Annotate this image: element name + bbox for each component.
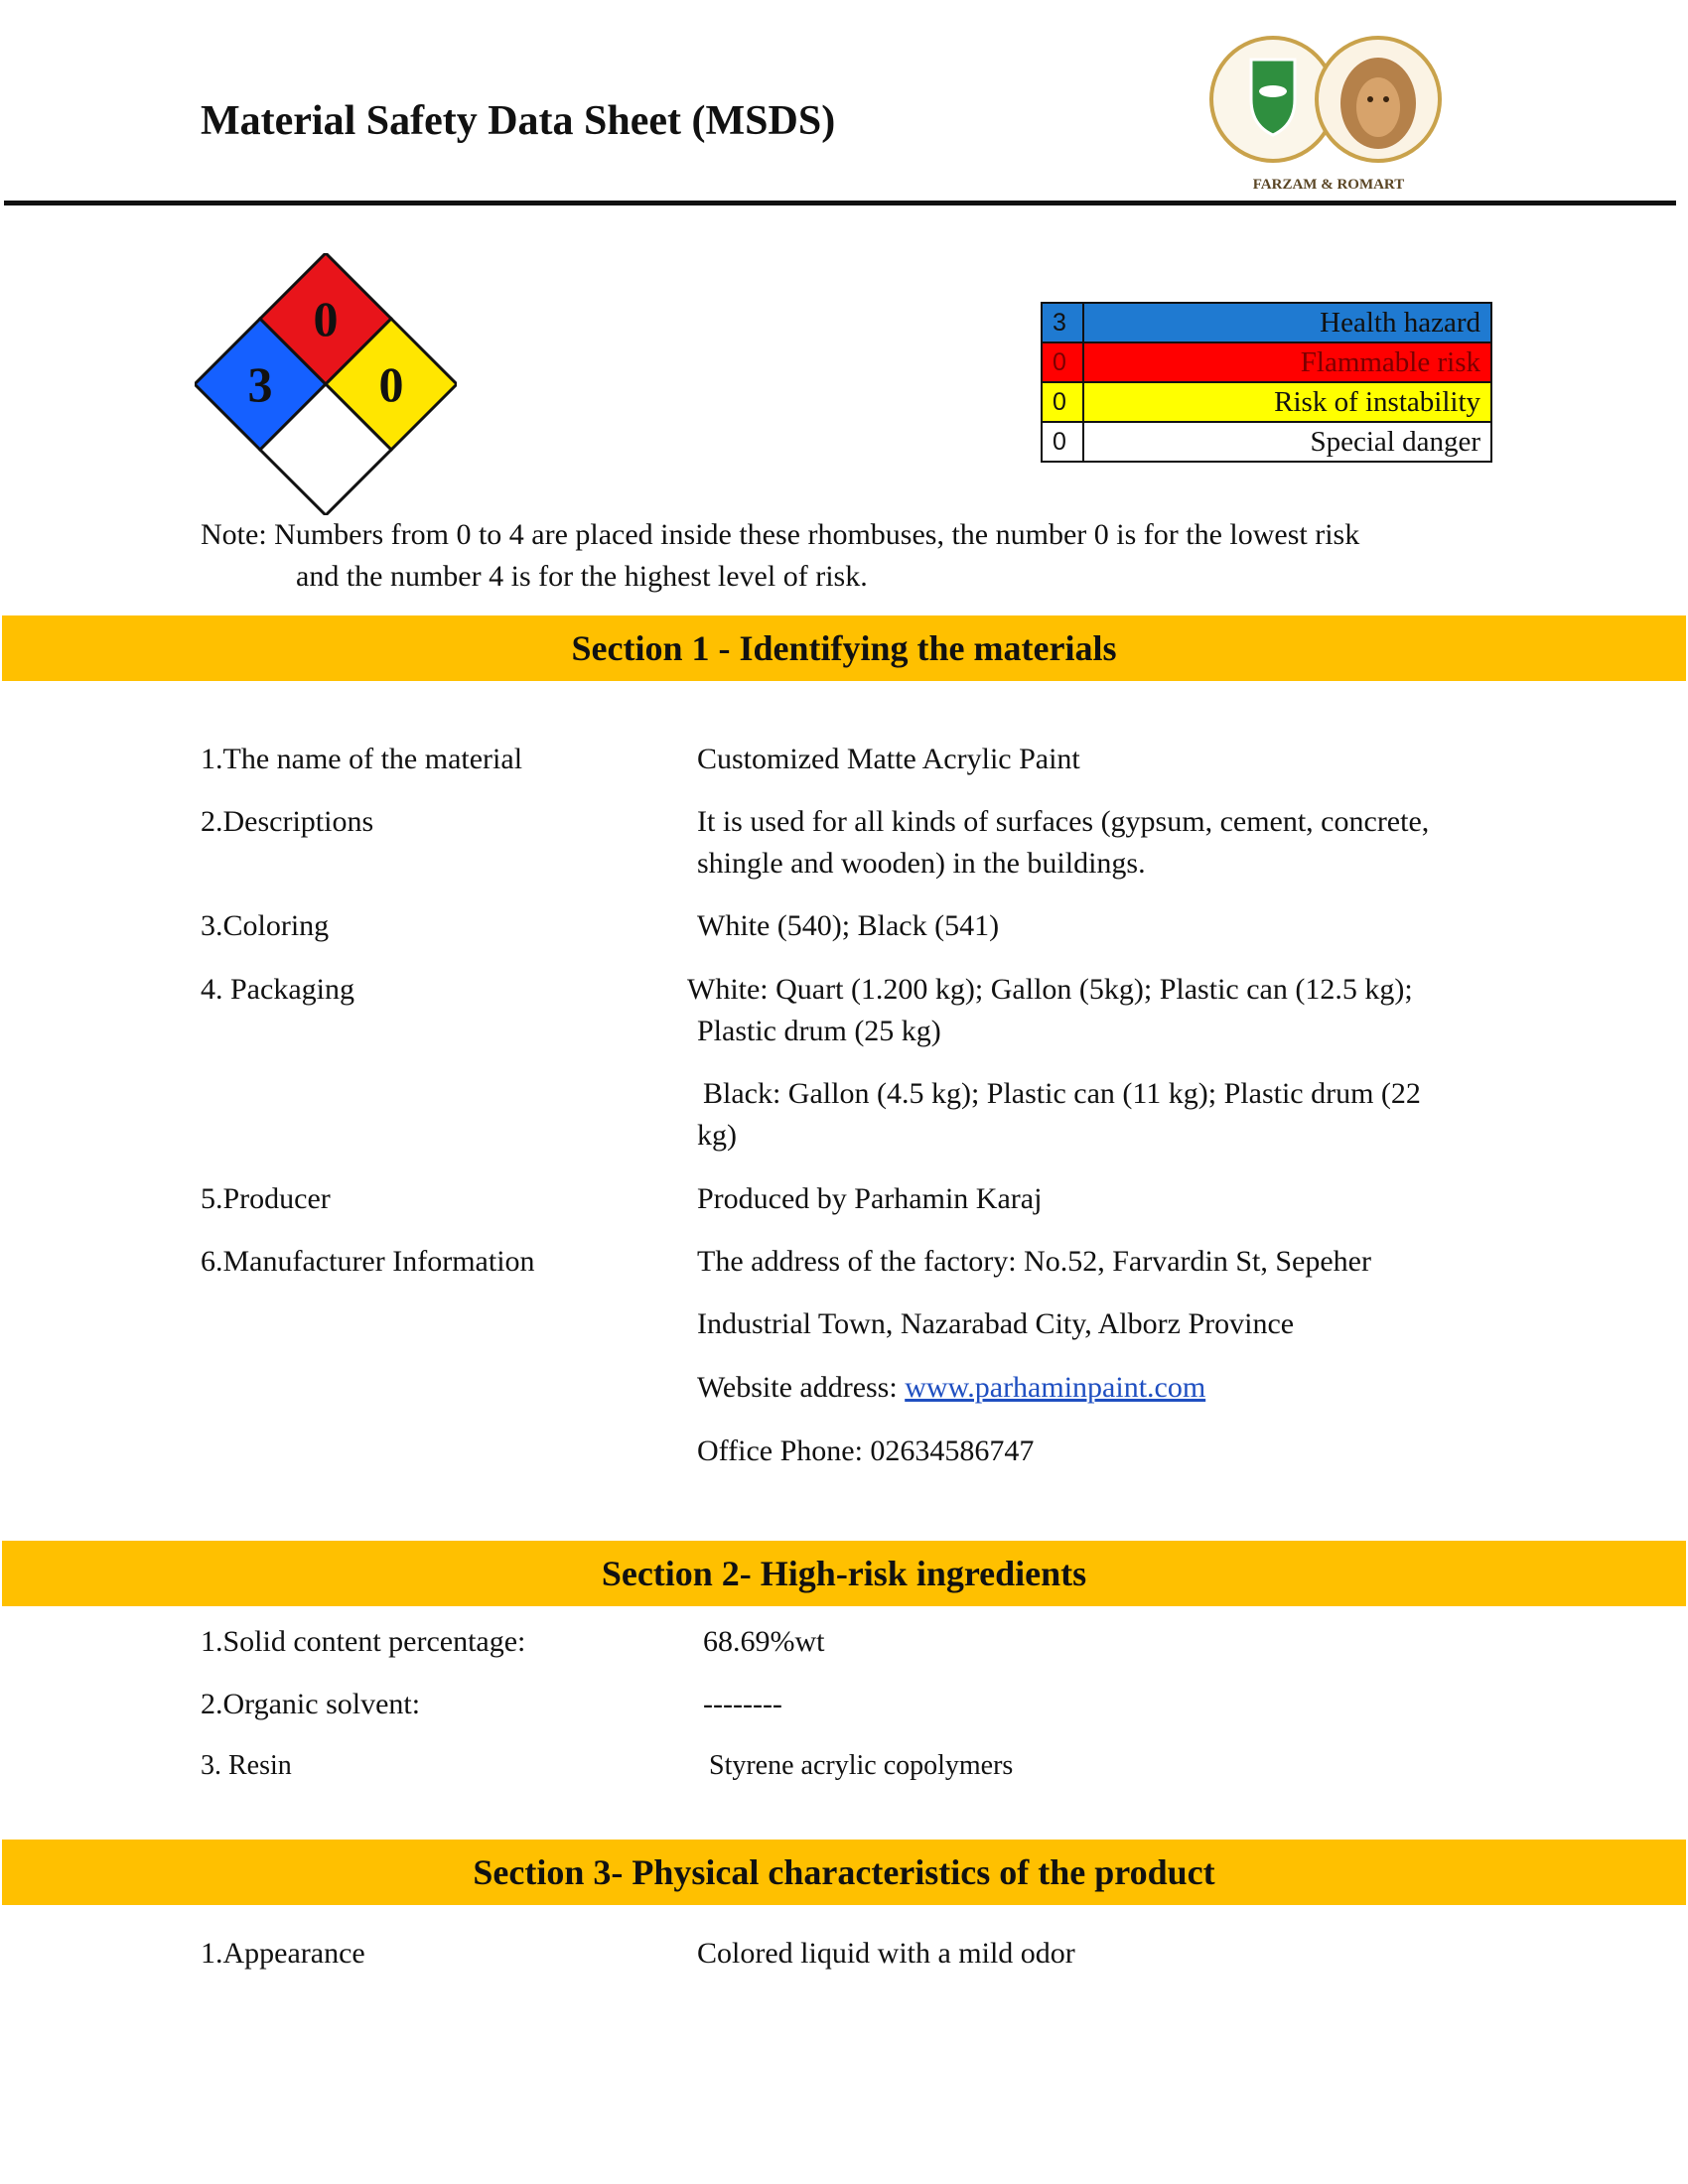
field-label: 1.Appearance — [201, 1937, 365, 1970]
legend-label: Flammable risk — [1083, 342, 1491, 382]
website-label: Website address: — [697, 1371, 906, 1404]
field-value: kg) — [697, 1119, 737, 1152]
field-label: 2.Descriptions — [201, 805, 374, 838]
field-value: It is used for all kinds of surfaces (gypsum, cement, concrete, — [697, 805, 1430, 838]
legend-label: Special danger — [1083, 422, 1491, 462]
logo-caption: FARZAM & ROMART — [1252, 177, 1405, 193]
company-logo — [1201, 30, 1456, 199]
field-label: 2.Organic solvent: — [201, 1688, 421, 1720]
field-value: Plastic drum (25 kg) — [697, 1015, 941, 1047]
legend-label: Health hazard — [1083, 303, 1491, 342]
field-value: -------- — [703, 1688, 782, 1720]
field-value: Colored liquid with a mild odor — [697, 1937, 1075, 1970]
field-value: Styrene acrylic copolymers — [709, 1750, 1014, 1781]
nfpa-health-value: 3 — [247, 356, 273, 412]
legend-row-health — [1042, 303, 1491, 342]
risk-note-line: Note: Numbers from 0 to 4 are placed inside these rhombuses, the number 0 is for the lowest risk — [201, 518, 1360, 551]
legend-num: 0 — [1042, 422, 1083, 462]
legend-num: 3 — [1042, 303, 1083, 342]
field-value: The address of the factory: No.52, Farvardin St, Sepeher — [697, 1245, 1371, 1278]
field-label: 1.Solid content percentage: — [201, 1625, 526, 1658]
field-value: White (540); Black (541) — [697, 909, 1000, 942]
nfpa-diamond — [195, 253, 457, 515]
field-value: White: Quart (1.200 kg); Gallon (5kg); Plastic can (12.5 kg); — [687, 973, 1413, 1006]
field-label: 3. Resin — [201, 1750, 292, 1781]
section-2-header: Section 2- High-risk ingredients — [2, 1541, 1686, 1606]
field-label: 6.Manufacturer Information — [201, 1245, 535, 1278]
hazard-legend-table — [1041, 302, 1492, 463]
field-value: Produced by Parhamin Karaj — [697, 1182, 1043, 1215]
field-value: 68.69%wt — [703, 1625, 825, 1658]
section-1-header: Section 1 - Identifying the materials — [2, 615, 1686, 681]
legend-row-instability — [1042, 382, 1491, 422]
legend-label: Risk of instability — [1083, 382, 1491, 422]
website-link[interactable]: www.parhaminpaint.com — [905, 1371, 1206, 1404]
legend-row-special — [1042, 422, 1491, 462]
field-value: Office Phone: 02634586747 — [697, 1434, 1035, 1467]
website-line — [697, 1371, 1205, 1405]
header-rule — [4, 201, 1676, 205]
section-3-header: Section 3- Physical characteristics of the product — [2, 1840, 1686, 1905]
field-label: 4. Packaging — [201, 973, 354, 1006]
page-title: Material Safety Data Sheet (MSDS) — [201, 98, 836, 144]
field-value: shingle and wooden) in the buildings. — [697, 847, 1146, 880]
nfpa-flammable-value: 0 — [313, 291, 339, 346]
legend-row-flammable — [1042, 342, 1491, 382]
legend-num: 0 — [1042, 342, 1083, 382]
field-label: 5.Producer — [201, 1182, 331, 1215]
legend-num: 0 — [1042, 382, 1083, 422]
field-value: Customized Matte Acrylic Paint — [697, 743, 1080, 775]
risk-note-line: and the number 4 is for the highest level of risk. — [296, 560, 868, 593]
risk-note — [201, 514, 1521, 598]
field-value: Black: Gallon (4.5 kg); Plastic can (11 kg); Plastic drum (22 — [703, 1077, 1421, 1110]
nfpa-instability-value: 0 — [378, 356, 404, 412]
field-label: 1.The name of the material — [201, 743, 523, 775]
field-value: Industrial Town, Nazarabad City, Alborz Province — [697, 1307, 1295, 1340]
field-label: 3.Coloring — [201, 909, 330, 942]
